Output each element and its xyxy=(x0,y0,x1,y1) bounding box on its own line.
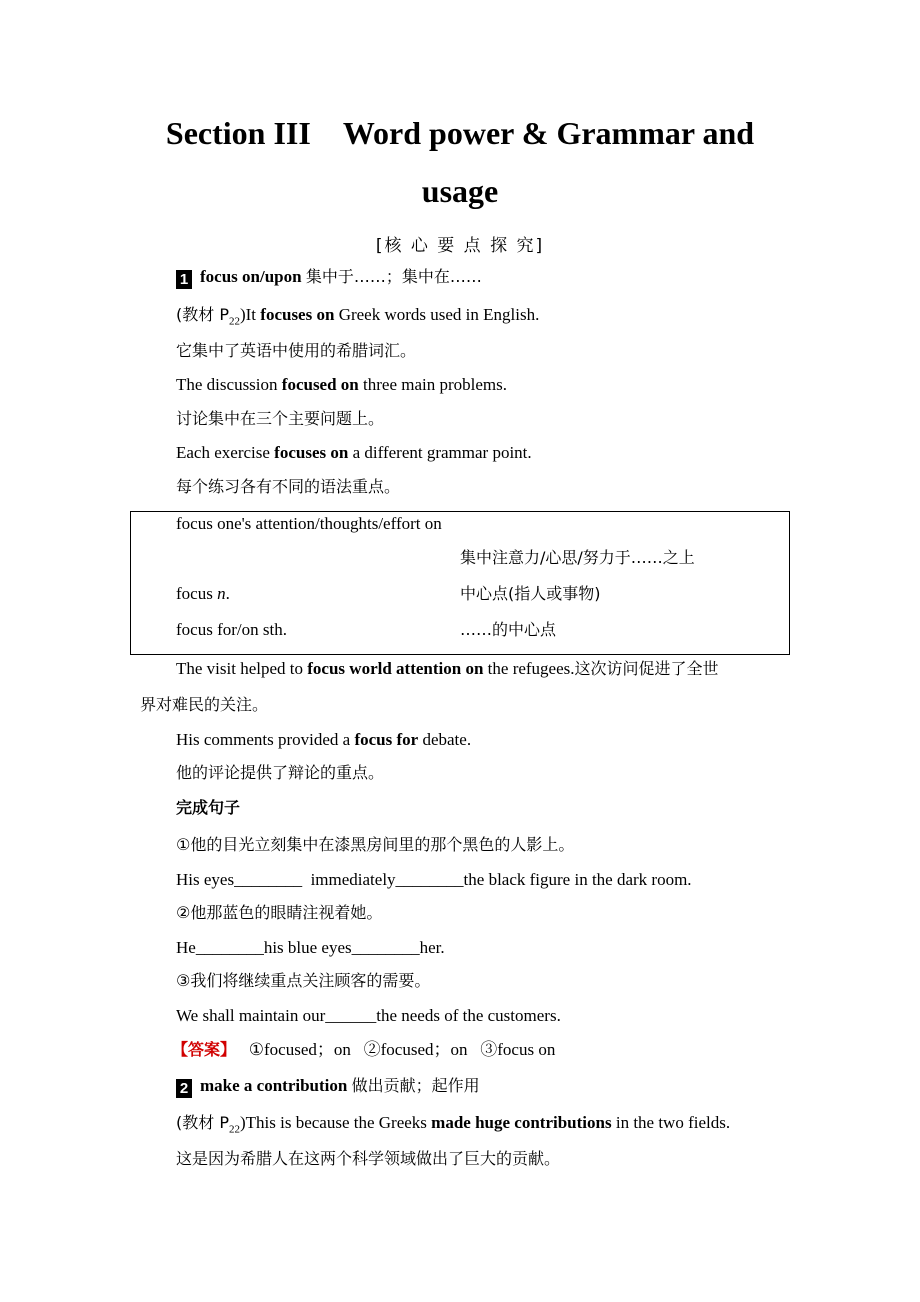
example-4-translation-cont: 界对难民的关注。 xyxy=(140,695,269,714)
example-text: a different grammar point. xyxy=(348,443,532,462)
example-text: )It xyxy=(239,305,261,324)
item-number-badge: 2 xyxy=(176,1079,192,1098)
example-3-translation: 每个练习各有不同的语法重点。 xyxy=(176,477,401,496)
question-1-sentence: His eyes________ immediately________the black figure in the dark room. xyxy=(176,870,692,889)
example-text: )This is because the Greeks xyxy=(239,1113,432,1132)
textbook-page: 22 xyxy=(228,315,240,328)
phrase-text: focus xyxy=(176,584,218,603)
item-1-heading xyxy=(176,266,482,289)
question-2-sentence: He________his blue eyes________her. xyxy=(176,938,445,957)
box-row-1-phrase: focus one's attention/thoughts/effort on xyxy=(176,514,442,533)
item-2-phrase: make a contribution xyxy=(200,1076,348,1095)
example-4-translation: 这次访问促进了全世 xyxy=(574,659,719,678)
example-highlight: focused on xyxy=(281,375,359,394)
item-2-heading xyxy=(176,1075,480,1098)
example-highlight: focuses on xyxy=(260,305,335,324)
section-header: [核 心 要 点 探 究] xyxy=(375,236,545,256)
example-highlight: focus for xyxy=(354,730,419,749)
example-text: The discussion xyxy=(176,375,282,394)
box-row-2-phrase xyxy=(176,583,230,605)
box-row-3-phrase: focus for/on sth. xyxy=(176,620,287,639)
item-2-meaning: 做出贡献；起作用 xyxy=(351,1076,480,1095)
example-1-translation: 它集中了英语中使用的希腊词汇。 xyxy=(176,341,417,360)
question-1-prompt: ①他的目光立刻集中在漆黑房间里的那个黑色的人影上。 xyxy=(176,835,575,854)
example-5-translation: 他的评论提供了辩论的重点。 xyxy=(176,763,385,782)
example-3 xyxy=(176,442,532,464)
example-text: His comments provided a xyxy=(176,730,355,749)
question-3-prompt: ③我们将继续重点关注顾客的需要。 xyxy=(176,971,431,990)
example-highlight: focus world attention on xyxy=(307,659,484,678)
answer-text: ①focused；on ②focused；on ③focus on xyxy=(248,1040,556,1059)
example-text: Each exercise xyxy=(176,443,275,462)
textbook-ref: (教材 P xyxy=(176,1113,229,1132)
item-1-meaning: 集中于……；集中在…… xyxy=(305,267,482,286)
textbook-ref: (教材 P xyxy=(176,305,229,324)
example-highlight: made huge contributions xyxy=(431,1113,612,1132)
answer-line xyxy=(172,1039,555,1061)
part-of-speech: n xyxy=(217,584,226,603)
example-text: Greek words used in English. xyxy=(334,305,540,324)
example-1 xyxy=(176,304,539,332)
box-row-3-meaning: ……的中心点 xyxy=(460,620,557,639)
item-number-badge: 1 xyxy=(176,270,192,289)
example-2-translation: 讨论集中在三个主要问题上。 xyxy=(176,409,385,428)
box-row-1-meaning: 集中注意力/心思/努力于……之上 xyxy=(460,548,695,567)
example-2 xyxy=(176,374,507,396)
item-1-phrase: focus on/upon xyxy=(200,267,302,286)
example-text: The visit helped to xyxy=(176,659,308,678)
box-row-2-meaning: 中心点(指人或事物) xyxy=(460,584,601,603)
textbook-page: 22 xyxy=(228,1123,240,1136)
example-text: in the two fields. xyxy=(611,1113,731,1132)
page-title-line-2: usage xyxy=(421,173,499,209)
item-2-example-translation: 这是因为希腊人在这两个科学领域做出了巨大的贡献。 xyxy=(176,1149,561,1168)
answer-label: 【答案】 xyxy=(172,1040,237,1059)
phrase-text: . xyxy=(225,584,230,603)
example-5 xyxy=(176,729,471,751)
example-text: three main problems. xyxy=(358,375,508,394)
example-text: the refugees. xyxy=(483,659,575,678)
item-2-example xyxy=(176,1112,730,1140)
example-4 xyxy=(176,658,719,680)
question-2-prompt: ②他那蓝色的眼睛注视着她。 xyxy=(176,903,383,922)
page-title-line-1: Section III Word power & Grammar and xyxy=(165,115,755,151)
question-3-sentence: We shall maintain our______the needs of the customers. xyxy=(176,1006,561,1025)
example-highlight: focuses on xyxy=(274,443,349,462)
exercise-title: 完成句子 xyxy=(176,798,241,817)
example-text: debate. xyxy=(418,730,472,749)
